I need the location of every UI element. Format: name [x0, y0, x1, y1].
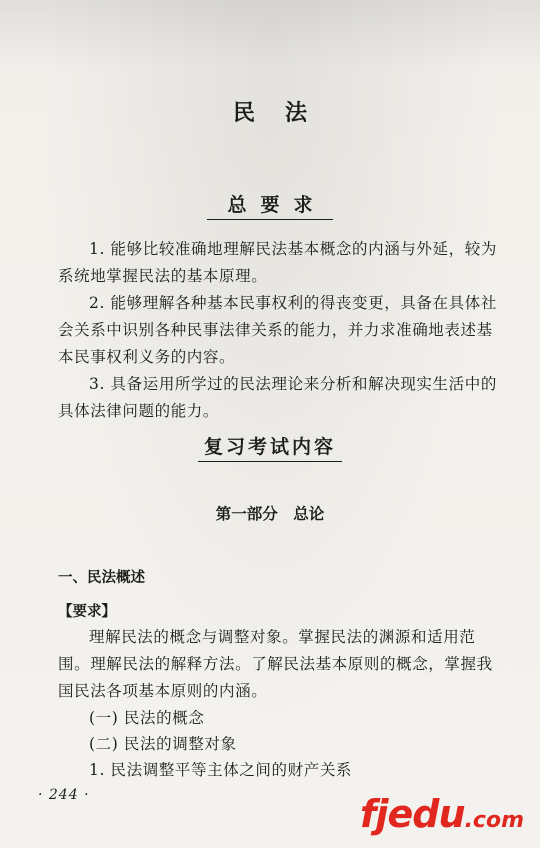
requirement-item-2: 2. 能够理解各种基本民事权利的得丧变更，具备在具体社会关系中识别各种民事法律关系的能力，并力求准确地表述基本民事权利义务的内容。	[58, 294, 497, 366]
scan-shadow	[0, 0, 540, 70]
chapter-heading: 一、民法概述	[58, 570, 145, 586]
part-heading: 第一部分 总论	[215, 505, 325, 523]
watermark-suffix: .com	[464, 808, 524, 833]
outline-line-2: (二) 民法的调整对象	[89, 735, 237, 753]
page-title: 民法	[232, 101, 337, 126]
outline-line-3: 1. 民法调整平等主体之间的财产关系	[89, 761, 353, 779]
general-requirements-heading	[0, 190, 540, 220]
general-requirements-heading-text: 总要求	[207, 190, 332, 220]
requirement-item-1: 1. 能够比较准确地理解民法基本概念的内涵与外延，较为系统地掌握民法的基本原理。	[58, 240, 497, 285]
requirement-label: 【要求】	[58, 604, 116, 620]
watermark-text: fjedu	[359, 792, 465, 836]
review-content-heading-text: 复习考试内容	[198, 432, 342, 462]
requirement-item-3: 3. 具备运用所学过的民法理论来分析和解决现实生活中的具体法律问题的能力。	[58, 375, 497, 420]
review-content-heading	[0, 432, 540, 462]
outline-line-1: (一) 民法的概念	[89, 709, 205, 727]
requirement-text: 理解民法的概念与调整对象。掌握民法的渊源和适用范围。理解民法的解释方法。了解民法基本原则的概念，掌握我国民法各项基本原则的内涵。	[58, 628, 493, 700]
page-number: · 244 ·	[38, 787, 90, 803]
watermark-logo	[360, 792, 524, 836]
